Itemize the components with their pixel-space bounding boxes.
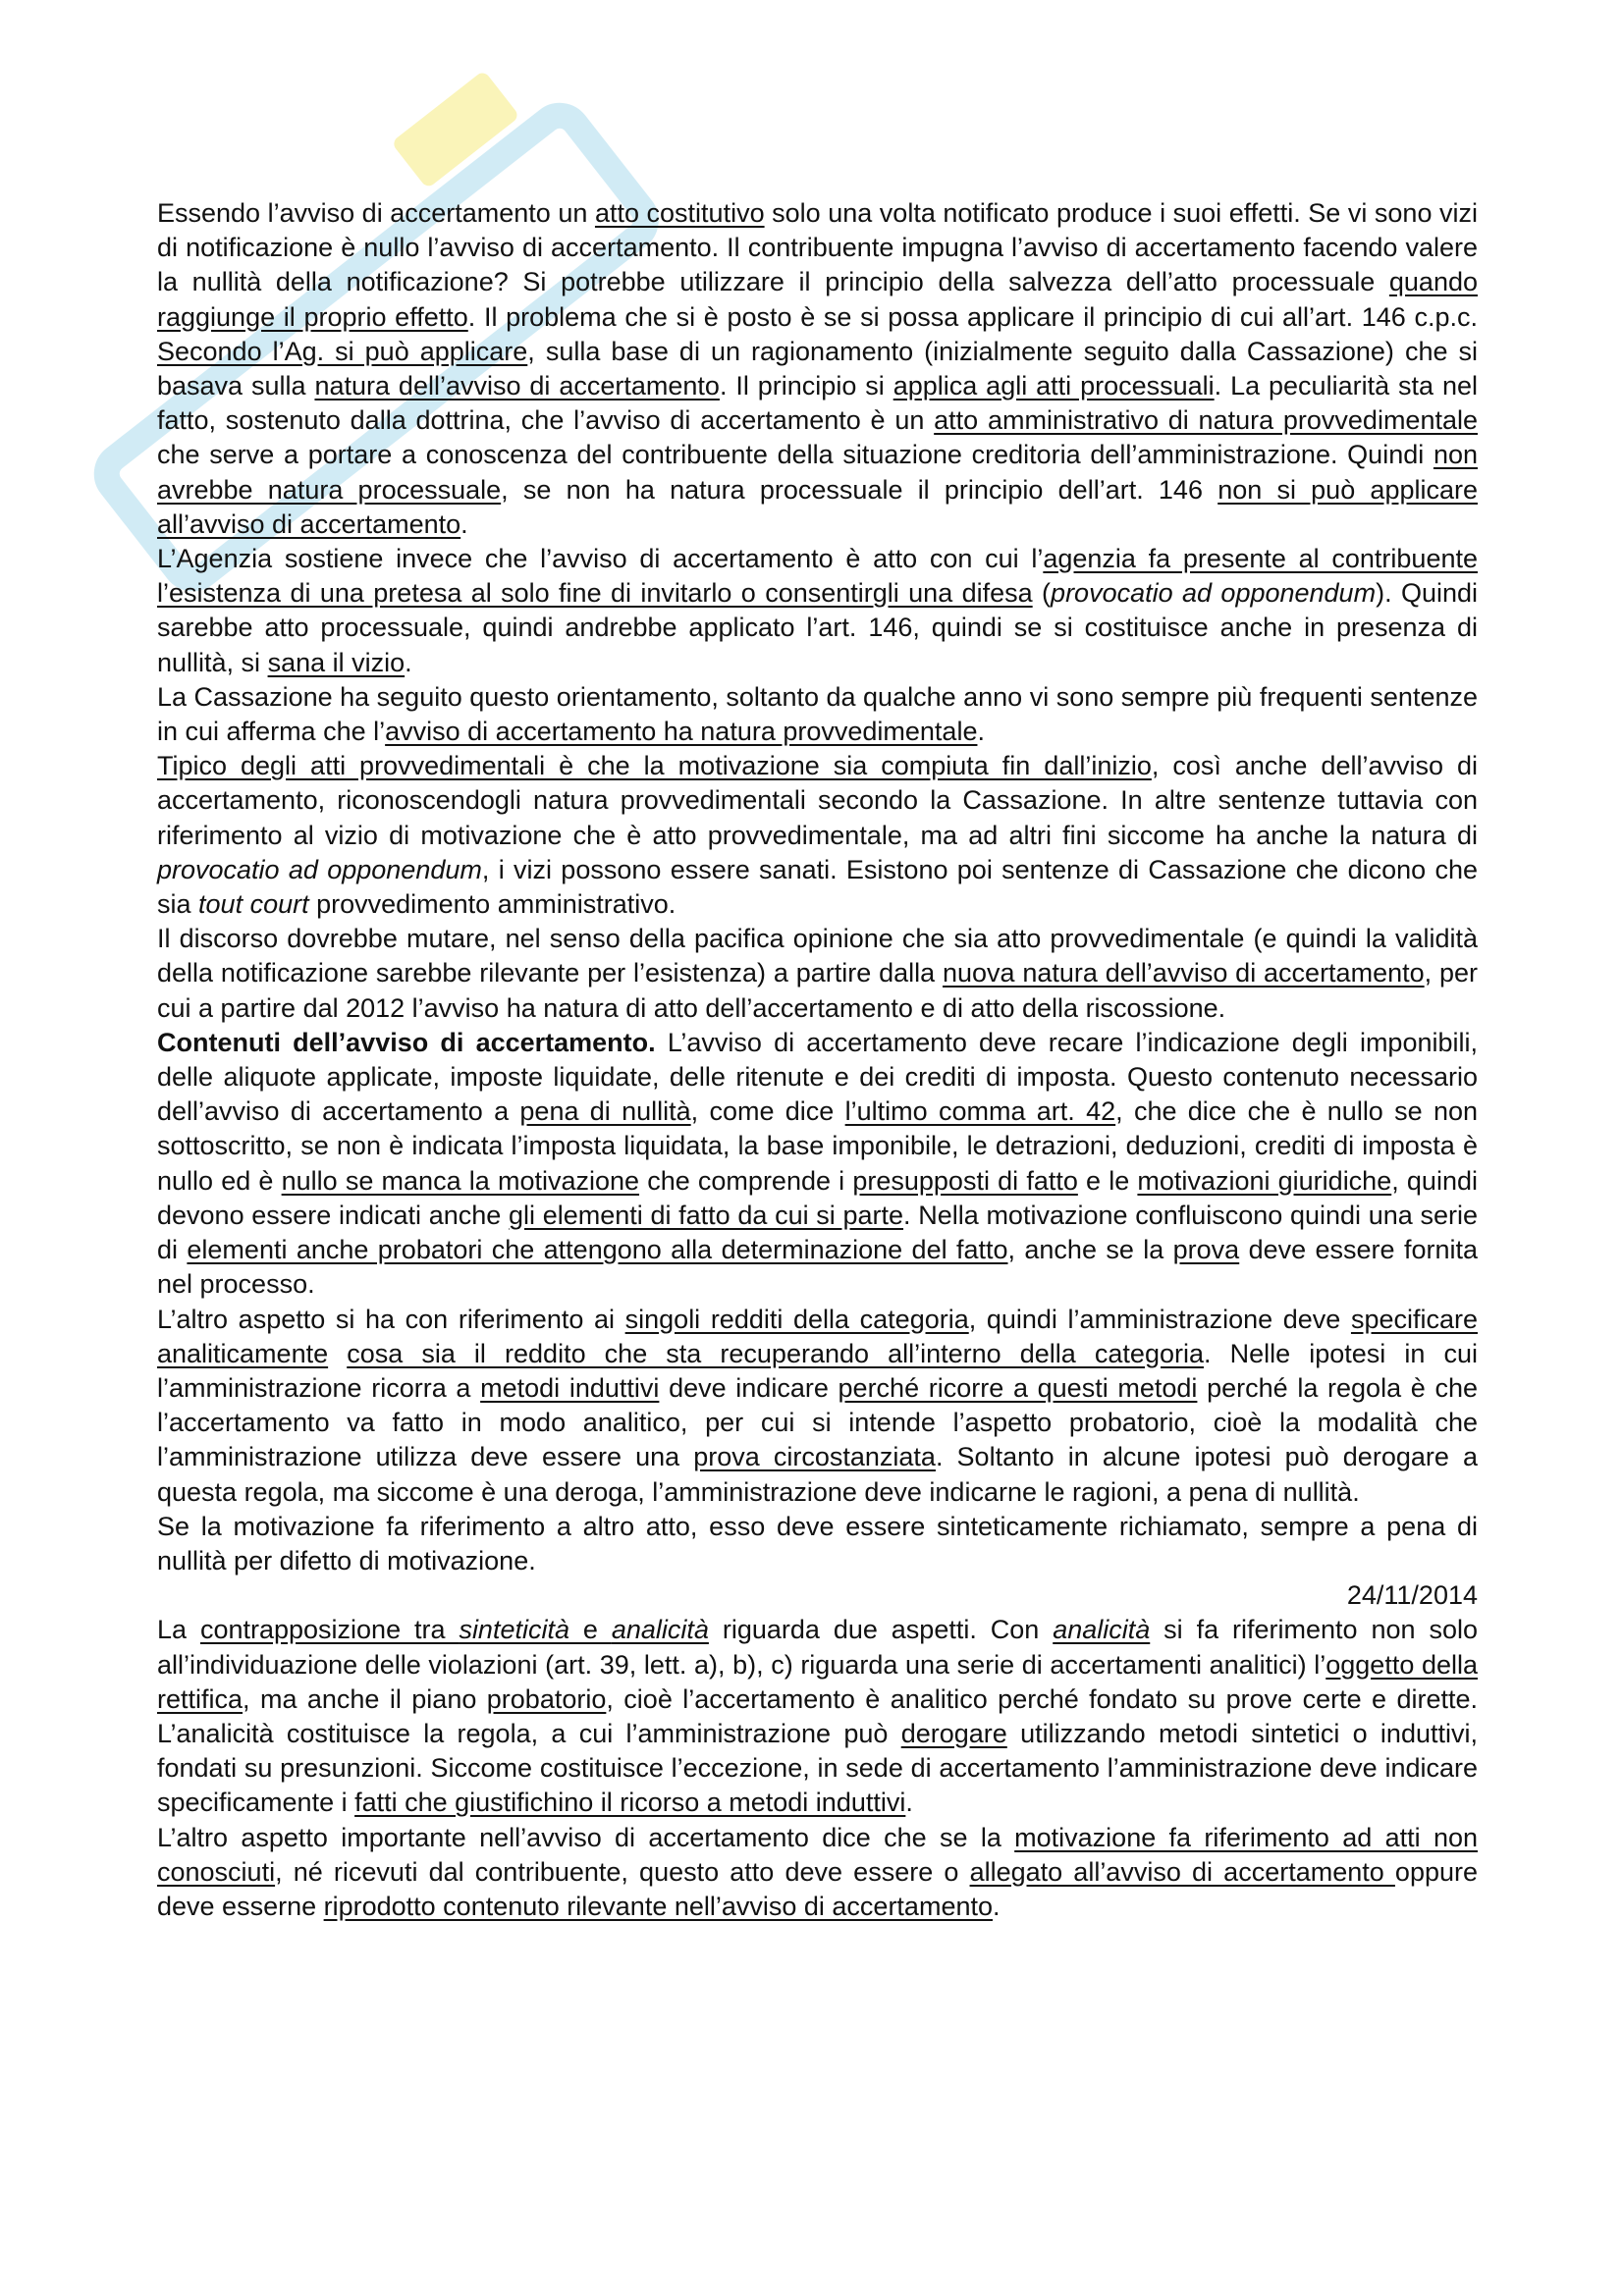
emphasized-text: gli elementi di fatto da cui si parte: [509, 1200, 904, 1230]
text-run: Il discorso dovrebbe mutare, nel senso della pacifica opinione che sia atto provvedimentale (e quindi la validità della notificazione sarebbe rilevante per l’esistenza) a partire dalla: [157, 924, 1478, 988]
emphasized-text: sana il vizio: [267, 647, 406, 677]
watermark-accent: [391, 70, 520, 188]
text-run: , quindi l’amministrazione deve: [968, 1304, 1351, 1334]
text-run: . La peculiarità sta nel fatto, sostenuto dalla dottrina, che l’avviso di accertamento è un: [157, 371, 1478, 436]
text-run: L’altro aspetto importante nell’avviso di accertamento dice che se la: [157, 1822, 1015, 1852]
emphasized-text: provocatio ad opponendum: [1051, 578, 1377, 609]
paragraph: [157, 1026, 1478, 1303]
paragraph: [157, 542, 1478, 680]
paragraph: [157, 1613, 1478, 1820]
text-run: deve indicare: [659, 1372, 839, 1403]
paragraph: [157, 749, 1478, 922]
emphasized-text: non avrebbe natura processuale: [157, 440, 1478, 505]
text-run: che serve a portare a conoscenza del contribuente della situazione creditoria dell’amministrazione. Quindi: [157, 440, 1434, 470]
text-run: L’altro aspetto si ha con riferimento ai: [157, 1304, 625, 1334]
emphasized-text: sinteticità: [459, 1615, 569, 1645]
text-run: .: [405, 647, 412, 677]
text-run: . Il principio si: [719, 371, 893, 401]
paragraph-group-after-date: [157, 1613, 1478, 1924]
text-run: Se la motivazione fa riferimento a altro atto, esso deve essere sinteticamente richiamato, sempre a pena di nullità per difetto di motivazione.: [157, 1511, 1478, 1575]
emphasized-text: specificare analiticamente: [157, 1304, 1478, 1368]
emphasized-text: tout court: [198, 889, 309, 920]
emphasized-text: oggetto della rettifica: [157, 1649, 1478, 1714]
text-run: oppure deve esserne: [157, 1856, 1478, 1921]
text-run: si fa riferimento non solo all’individuazione delle violazioni (art. 39, lett. a), b), c) riguarda una serie di accertamenti analitici) l’: [157, 1615, 1478, 1680]
text-run: , quindi devono essere indicati anche: [157, 1165, 1478, 1230]
text-run: solo una volta notificato produce i suoi effetti. Se vi sono vizi di notificazione è nullo l’avviso di accertamento. Il contribuente impugna l’avviso di accertamento facendo valere la nullità della notificazione? Si potrebbe utilizzare il principio della salvezza dell’atto processuale: [157, 198, 1478, 297]
text-run: . Nelle ipotesi in cui l’amministrazione ricorra a: [157, 1338, 1478, 1403]
emphasized-text: analicità: [611, 1615, 709, 1645]
text-run: deve essere fornita nel processo.: [157, 1235, 1478, 1300]
text-run: . Nella motivazione confluiscono quindi una serie di: [157, 1200, 1478, 1265]
text-run: . Il problema che si è posto è se si possa applicare il principio di cui all’art. 146 c.p.c.: [467, 301, 1478, 332]
emphasized-text: singoli redditi della categoria: [624, 1304, 969, 1334]
paragraph: [157, 1303, 1478, 1510]
emphasized-text: atto amministrativo di natura provvedimentale: [934, 405, 1478, 436]
text-run: , come dice: [690, 1096, 845, 1127]
date-heading: 24/11/2014: [1346, 1580, 1478, 1611]
text-run: .: [905, 1788, 913, 1818]
emphasized-text: allegato all’avviso di accertamento: [969, 1856, 1395, 1887]
paragraph-group-before-date: [157, 196, 1478, 1578]
emphasized-text: metodi induttivi: [480, 1372, 660, 1403]
text-run: , sulla base di un ragionamento (inizialmente seguito dalla Cassazione) che si basava sulla: [157, 336, 1478, 401]
emphasized-text: l’ultimo comma art. 42: [844, 1096, 1116, 1127]
text-run: (: [1032, 578, 1052, 609]
emphasized-text: Secondo l’Ag. si può applicare: [157, 336, 528, 366]
section-heading: Contenuti dell’avviso di accertamento.: [157, 1027, 656, 1057]
text-run: Essendo l’avviso di accertamento un: [157, 198, 595, 228]
emphasized-text: avviso di accertamento ha natura provvedimentale: [385, 717, 978, 747]
text-run: La Cassazione ha seguito questo orientamento, soltanto da qualche anno vi sono sempre più frequenti sentenze in cui afferma che l’: [157, 681, 1478, 747]
paragraph: [157, 922, 1478, 1026]
paragraph: [157, 196, 1478, 542]
emphasized-text: cosa sia il reddito che sta recuperando all’interno della categoria: [347, 1338, 1204, 1368]
emphasized-text: presupposti di fatto: [852, 1165, 1078, 1196]
emphasized-text: agenzia fa presente al contribuente l’esistenza di una pretesa al solo fine di invitarlo o consentirgli una difesa: [157, 544, 1478, 609]
text-run: . Soltanto in alcune ipotesi può derogare a questa regola, ma siccome è una deroga, l’amministrazione deve indicarne le ragioni, a pena di nullità.: [157, 1442, 1478, 1507]
text-run: che comprende i: [639, 1165, 853, 1196]
text-run: [328, 1339, 347, 1368]
text-run: .: [977, 717, 985, 747]
emphasized-text: fatti che giustifichino il ricorso a metodi induttivi: [354, 1788, 906, 1818]
text-run: , cioè l’accertamento è analitico perché fondato su prove certe e dirette. L’analicità costituisce la regola, a cui l’amministrazione può: [157, 1683, 1478, 1748]
emphasized-text: perché ricorre a questi metodi: [838, 1372, 1198, 1403]
text-run: L’Agenzia sostiene invece che l’avviso di accertamento è atto con cui l’: [157, 544, 1044, 574]
emphasized-text: natura dell’avviso di accertamento: [314, 371, 720, 401]
text-run: .: [460, 508, 468, 539]
text-run: .: [993, 1891, 1001, 1921]
text-run: , i vizi possono essere sanati. Esistono poi sentenze di Cassazione che dicono che sia: [157, 854, 1478, 920]
paragraph: [157, 1510, 1478, 1578]
emphasized-text: elementi anche probatori che attengono alla determinazione del fatto: [187, 1235, 1008, 1265]
paragraph: [157, 1821, 1478, 1925]
text-run: ). Quindi sarebbe atto processuale, quindi andrebbe applicato l’art. 146, quindi se si costituisce anche in presenza di nullità, si: [157, 578, 1479, 677]
emphasized-text: motivazioni giuridiche: [1137, 1165, 1392, 1196]
text-run: L’avviso di accertamento deve recare l’indicazione degli imponibili, delle aliquote applicate, imposte liquidate, delle ritenute e dei crediti di imposta. Questo contenuto necessario dell’avviso di accertamento a: [157, 1027, 1478, 1127]
emphasized-text: quando raggiunge il proprio effetto: [157, 267, 1478, 332]
emphasized-text: nuova natura dell’avviso di accertamento: [942, 958, 1425, 988]
text-run: e le: [1077, 1165, 1138, 1196]
text-run: , per cui a partire dal 2012 l’avviso ha natura di atto dell’accertamento e di atto della riscossione.: [157, 958, 1478, 1023]
emphasized-text: probatorio: [486, 1683, 607, 1714]
text-run: riguarda due aspetti. Con: [708, 1615, 1054, 1645]
document-body: [157, 196, 1478, 1924]
emphasized-text: motivazione fa riferimento ad atti non conosciuti: [157, 1822, 1478, 1887]
emphasized-text: atto costitutivo: [594, 198, 765, 228]
text-run: , così anche dell’avviso di accertamento, riconoscendogli natura provvedimentali secondo la Cassazione. In altre sentenze tuttavia con riferimento al vizio di motivazione che è atto provvedimentale, ma ad altri fini siccome ha anche la natura di: [157, 751, 1479, 850]
emphasized-text: contrapposizione tra: [199, 1615, 460, 1645]
emphasized-text: provocatio ad opponendum: [157, 854, 482, 884]
text-run: utilizzando metodi sintetici o induttivi, fondati su presunzioni. Siccome costituisce l’eccezione, in sede di accertamento l’amministrazione deve indicare specificamente i: [157, 1718, 1478, 1818]
text-run: , né ricevuti dal contribuente, questo atto deve essere o: [275, 1856, 970, 1887]
text-run: perché la regola è che l’accertamento va fatto in modo analitico, per cui si intende l’aspetto probatorio, cioè la modalità che l’amministrazione utilizza deve essere una: [157, 1372, 1478, 1472]
emphasized-text: derogare: [900, 1718, 1007, 1748]
emphasized-text: nullo se manca la motivazione: [281, 1165, 640, 1196]
text-run: La: [157, 1615, 200, 1645]
text-run: , se non ha natura processuale il principio dell’art. 146: [501, 474, 1218, 505]
emphasized-text: Tipico degli atti provvedimentali è che la motivazione sia compiuta fin dall’inizio: [157, 751, 1152, 781]
text-run: , anche se la: [1007, 1235, 1173, 1265]
text-run: provvedimento amministrativo.: [308, 889, 676, 920]
emphasized-text: riprodotto contenuto rilevante nell’avviso di accertamento: [323, 1891, 993, 1921]
emphasized-text: applica agli atti processuali: [893, 371, 1215, 401]
emphasized-text: prova: [1172, 1235, 1240, 1265]
emphasized-text: e: [569, 1615, 612, 1645]
emphasized-text: pena di nullità: [519, 1096, 691, 1127]
text-run: , che dice che è nullo se non sottoscritto, se non è indicata l’imposta liquidata, la base imponibile, le detrazioni, deduzioni, crediti di imposta è nullo ed è: [157, 1096, 1479, 1196]
emphasized-text: non si può applicare all’avviso di accertamento: [157, 474, 1478, 539]
paragraph: [157, 680, 1478, 749]
emphasized-text: prova circostanziata: [693, 1442, 936, 1472]
text-run: , ma anche il piano: [243, 1683, 487, 1714]
emphasized-text: analicità: [1053, 1615, 1151, 1645]
